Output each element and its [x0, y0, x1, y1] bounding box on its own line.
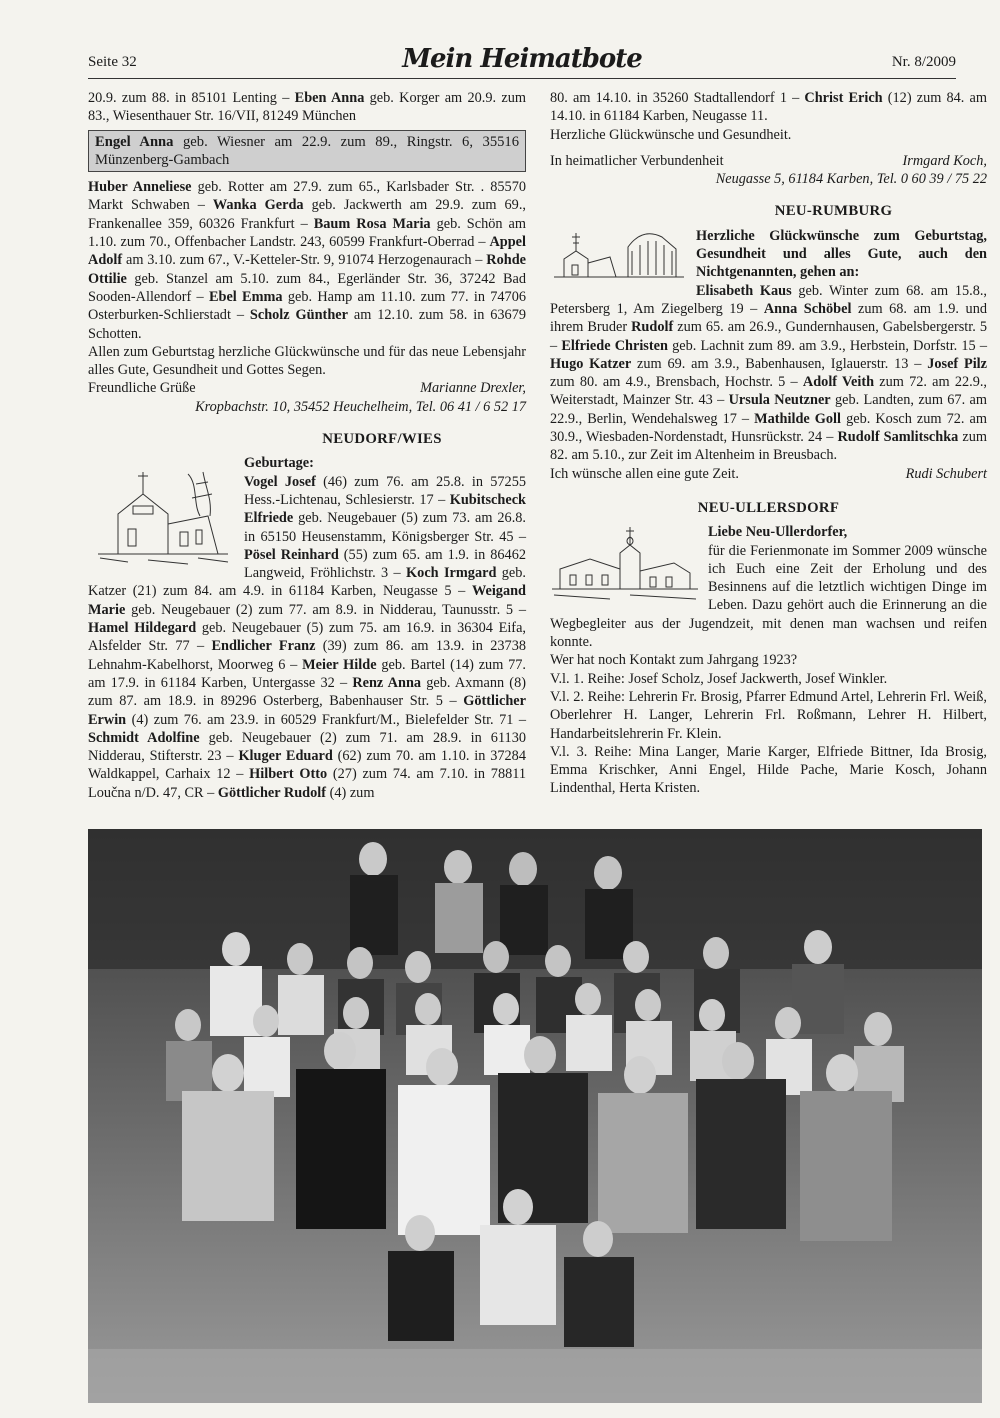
rumburg-entry-name: Ursula Neutzner	[728, 392, 831, 409]
wishes-text: Allen zum Geburtstag herzliche Glückwünsche und für das neue Lebensjahr alles Gute, Gesundheit und Gottes Segen.	[88, 343, 526, 379]
birthday-entry-name: Ebel Emma	[208, 288, 283, 305]
rumburg-entry-name: Hugo Katzer	[550, 355, 632, 372]
neudorf-entry-name: Pösel Reinhard	[244, 546, 339, 563]
neudorf-entry-name: Koch Irmgard	[406, 565, 497, 582]
group-photo-image	[88, 829, 982, 1403]
issue-number: Nr. 8/2009	[891, 54, 956, 70]
birthday-entry-details: geb. Rotter am 27.9. zum 65., Karlsbader Str. . 85570 Markt Schwaben –	[88, 179, 526, 214]
rumburg-entry-details: geb. Landten, zum 67. am 22.9., Berlin, Wendehalsweg 17 –	[550, 392, 987, 427]
rumburg-entry-name: Elfriede Christen	[561, 337, 668, 354]
schubert-signature: Ich wünsche allen eine gute Zeit. Rudi Schubert	[550, 465, 987, 482]
neudorf-entry-name: Kluger Eduard	[238, 748, 333, 765]
neudorf-entry-name: Schmidt Adolfine	[88, 729, 200, 746]
neudorf-entry-name: Hamel Hildegard	[88, 620, 197, 637]
rumburg-entry-details: zum 72. am 22.9., Weiterstadt, Mainzer Str. 43 –	[550, 374, 987, 409]
birthday-list	[88, 178, 526, 343]
neudorf-entry-name: Hilbert Otto	[249, 766, 328, 783]
birthday-entry-details: geb. Schön am 1.10. zum 70., Offenbacher Landstr. 243, 60599 Frankfurt-Oberrad –	[88, 215, 526, 251]
birthday-entry-details: am 3.10. zum 67., V.-Ketteler-Str. 9, 91074 Herzogenaurach –	[122, 252, 487, 269]
neudorf-entry-details: geb. Neugebauer (5) zum 73. am 26.8. in 65150 Heusenstamm, Königsberger Str. 45 –	[244, 510, 526, 545]
church-ullersdorf-sketch-icon	[550, 523, 700, 603]
neudorf-entry-details: (55) zum 65. am 1.9. in 86462 Langweid, Fröhlichstr. 3 –	[244, 546, 526, 582]
highlight-box: Engel Anna geb. Wiesner am 22.9. zum 89., Ringstr. 6, 35516 Münzenberg-Gambach	[88, 130, 526, 173]
rumburg-entry-details: zum 80. am 4.9., Brensbach, Hochstr. 5 –	[550, 374, 803, 391]
section-heading-rumburg: NEU-RUMBURG	[774, 203, 893, 220]
left-intro: 20.9. zum 88. in 85101 Lenting – Eben Anna geb. Korger am 20.9. zum 83., Wiesenthauer Str. 16/VII, 81249 München	[88, 90, 526, 125]
chapel-sketch-icon	[550, 227, 688, 287]
birthday-entry-details: geb. Stanzel am 5.10. zum 84., Egerländer Str. 36, 37242 Bad Sooden-Allendorf –	[88, 270, 526, 305]
neudorf-entry-name: Göttlicher Rudolf	[217, 784, 327, 801]
neudorf-entry-name: Vogel Josef	[244, 473, 316, 490]
birthday-entry-name: Scholz Günther	[249, 307, 348, 324]
right-intro: 80. am 14.10. in 35260 Stadtallendorf 1 – Christ Erich (12) zum 84. am 14.10. in 61184 Karben, Neugasse 11. Herzliche Glückwünsche und Gesundheit.	[550, 90, 987, 143]
signature: Freundliche Grüße Marianne Drexler,	[88, 380, 526, 397]
rumburg-entry-details: geb. Winter zum 68. am 15.8., Petersberg 1, Am Ziegelberg 19 –	[550, 282, 987, 317]
neudorf-section	[88, 454, 526, 802]
rumburg-entry-name: Anna Schöbel	[763, 300, 852, 317]
neudorf-entry-details: geb. Axmann (8) zum 87. am 18.9. in 89296 Osterberg, Babenhauser Str. 5 –	[88, 674, 526, 710]
rumburg-entry-details: geb. Kosch zum 72. am 30.9., Wiesbaden-Nordenstadt, Hunsrückstr. 24 –	[550, 410, 987, 446]
neudorf-entry-details: geb. Neugebauer (2) zum 77. am 8.9. in Nidderau, Taunusstr. 5 –	[125, 601, 526, 618]
birthday-entry-details: am 12.10. zum 58. in 63679 Schotten.	[88, 307, 526, 342]
neudorf-entry-details: geb. Katzer (21) zum 84. am 4.9. in 61184 Karben, Neugasse 5 –	[88, 565, 526, 600]
photo-caption-row2: V.l. 2. Reihe: Lehrerin Fr. Brosig, Pfarrer Edmund Artel, Lehrerin Frl. Weiß, Oberlehrer H. Langer, Lehrerin Frl. Roßmann, Lehrer H. Hilbert, Handarbeitslehrerin Fr. Klein.	[550, 688, 987, 742]
rumburg-entry-details: zum 65. am 26.9., Gundernhausen, Gabelsbergerstr. 5 –	[550, 319, 988, 354]
ullersdorf-question: Wer hat noch Kontakt zum Jahrgang 1923?	[550, 652, 798, 669]
rumburg-section	[550, 227, 987, 465]
koch-signature: In heimatlicher Verbundenheit Irmgard Koch,	[550, 152, 987, 169]
birthday-entry-name: Rohde Ottilie	[88, 252, 526, 287]
left-column	[88, 89, 526, 802]
neudorf-subheading: Geburtage:	[244, 455, 314, 472]
right-column	[550, 89, 987, 798]
masthead-title: Mein Heimatbote	[402, 44, 642, 74]
neudorf-entry-details: (62) zum 70. am 1.10. in 37284 Waldkappel, Carhaix 12 –	[88, 748, 526, 783]
neudorf-entry-details: (46) zum 76. am 25.8. in 57255 Hess.-Lichtenau, Schlesierstr. 17 –	[244, 473, 527, 508]
birthday-entry-name: Appel Adolf	[88, 234, 526, 269]
ullersdorf-greeting: Liebe Neu-Ullerdorfer,	[708, 524, 848, 541]
neudorf-entry-name: Renz Anna	[352, 674, 422, 691]
ullersdorf-section	[550, 523, 987, 651]
rumburg-list	[550, 283, 987, 464]
neudorf-entry-details: (4) zum	[326, 784, 375, 801]
koch-address: Neugasse 5, 61184 Karben, Tel. 0 60 39 / 75 22	[715, 171, 987, 188]
neudorf-entry-name: Weigand Marie	[88, 583, 526, 618]
signature-address: Kropbachstr. 10, 35452 Heuchelheim, Tel. 06 41 / 6 52 17	[195, 398, 526, 415]
neudorf-entry-name: Göttlicher Erwin	[88, 693, 526, 728]
rumburg-entry-details: zum 82. am 5.10., zur Zeit im Altenheim in Breusbach.	[550, 429, 987, 464]
neudorf-entry-name: Kubitscheck Elfriede	[244, 491, 526, 527]
rumburg-entry-name: Rudolf	[631, 319, 674, 336]
neudorf-entry-details: geb. Bartel (14) zum 77. am 17.9. in 61184 Karben, Untergasse 32 –	[88, 656, 526, 691]
rumburg-entry-details: zum 69. am 3.9., Babenhausen, Iglauerstr. 13 –	[631, 355, 928, 372]
rumburg-entry-name: Mathilde Goll	[754, 410, 842, 427]
rumburg-entry-details: geb. Lachnit zum 89. am 3.9., Herbstein, Dorfstr. 15 –	[667, 337, 987, 354]
rumburg-entry-name: Adolf Veith	[802, 374, 875, 391]
neudorf-entry-details: (4) zum 76. am 23.9. in 60529 Frankfurt/M., Bielefelder Str. 71 –	[126, 711, 526, 728]
neudorf-entry-details: (27) zum 74. am 7.10. in 78811 Loučna n/D. 47, CR –	[88, 766, 527, 801]
section-heading-ullersdorf: NEU-ULLERSDORF	[697, 499, 840, 516]
rumburg-entry-name: Rudolf Samlitschka	[837, 429, 959, 446]
photo-caption-row3: V.l. 3. Reihe: Mina Langer, Marie Karger, Elfriede Bittner, Ida Brosig, Emma Krischker, Anni Engel, Hilde Pache, Marie Kosch, Johann Lindenthal, Herta Kristen.	[550, 743, 987, 797]
header-rule	[88, 78, 956, 79]
birthday-entry-name: Huber Anneliese	[88, 179, 192, 196]
neudorf-entry-name: Endlicher Franz	[211, 638, 316, 655]
class-group-photo	[88, 829, 982, 1403]
page-header	[88, 44, 956, 84]
birthday-entry-details: geb. Jackwerth am 29.9. zum 69., Frankenallee 359, 60326 Frankfurt –	[88, 197, 526, 232]
birthday-entry-name: Wanka Gerda	[212, 197, 304, 214]
neudorf-entry-name: Meier Hilde	[302, 656, 377, 673]
ullersdorf-text: für die Ferienmonate im Sommer 2009 wünsche ich Euch eine Zeit der Erholung und des Besinnens auf die letztlich wichtigen Dinge im Leben. Dazu gehört auch die Erinnerung an die Wegbegleiter aus der Jugendzeit, mit denen man wachsen und reifen konnte.	[550, 542, 987, 651]
rumburg-entry-details: zum 68. am 1.9. und ihrem Bruder	[550, 300, 987, 336]
neudorf-entry-details: geb. Neugebauer (5) zum 75. am 16.9. in 36304 Eifa, Alsfelder Str. 77 –	[88, 620, 526, 655]
photo-caption-row1: V.l. 1. Reihe: Josef Scholz, Josef Jackwerth, Josef Winkler.	[550, 670, 888, 687]
church-sketch-icon	[88, 454, 236, 572]
page-number: Seite 32	[88, 54, 137, 70]
neudorf-entry-details: geb. Neugebauer (2) zum 71. am 28.9. in 61130 Nidderau, Stifterstr. 23 –	[88, 729, 527, 765]
rumburg-intro: Herzliche Glückwünsche zum Geburtstag, Gesundheit und alles Gute, auch den Nichtgenannten, gehen an:	[696, 227, 987, 281]
neudorf-entry-details: (39) zum 86. am 13.9. in 23738 Lehnahm-Kabelhorst, Moorweg 6 –	[88, 638, 527, 673]
section-heading-neudorf: NEUDORF/WIES	[322, 431, 442, 448]
birthday-entry-name: Baum Rosa Maria	[313, 215, 431, 232]
rumburg-entry-name: Josef Pilz	[927, 355, 987, 372]
birthday-entry-details: geb. Hamp am 11.10. zum 77. in 74706 Osterburken-Schlierstadt –	[88, 288, 526, 324]
rumburg-entry-name: Elisabeth Kaus	[696, 282, 792, 299]
